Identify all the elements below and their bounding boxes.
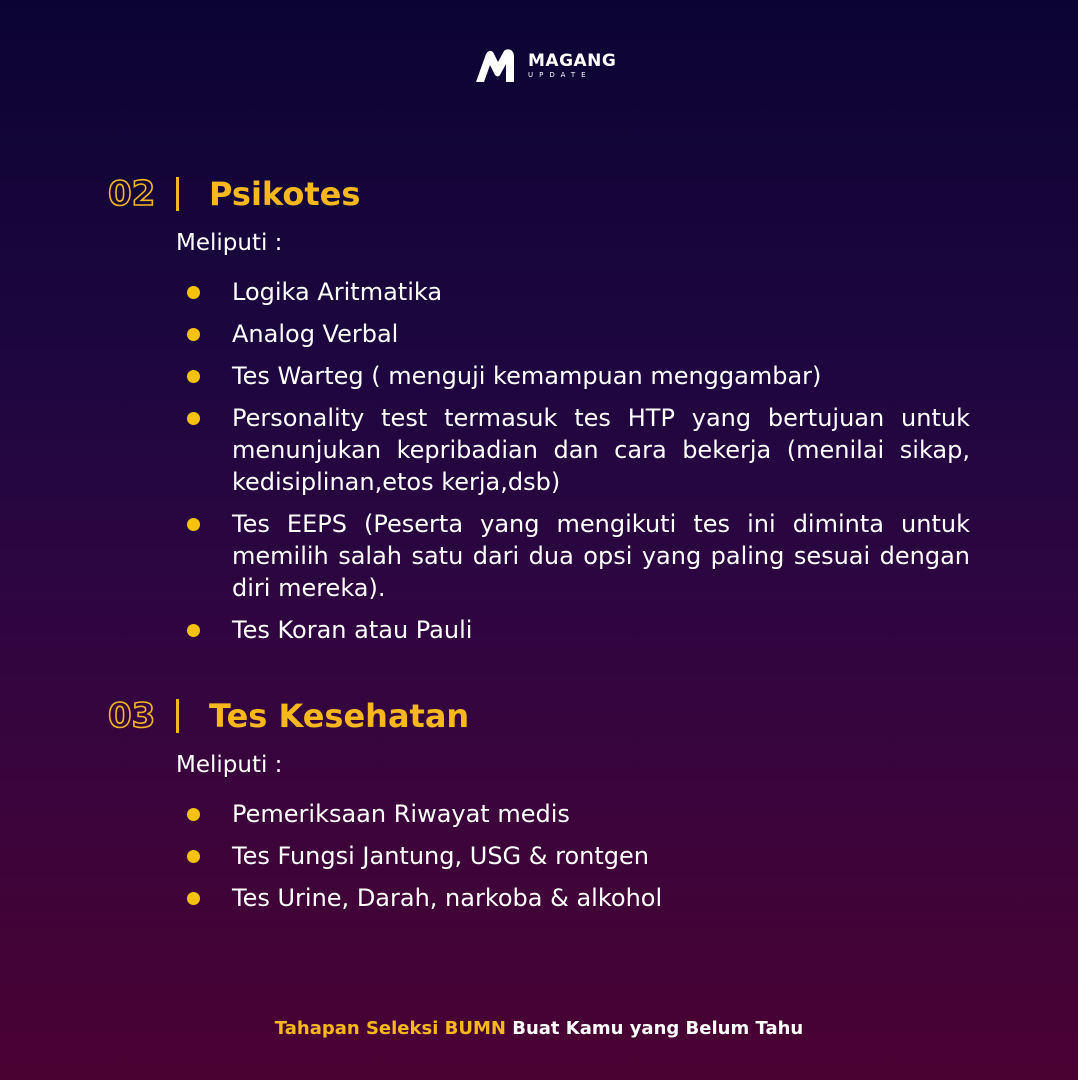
bullet-dot [187,286,200,299]
logo-sub-text: UPDATE [528,71,592,79]
section-header-tes-kesehatan [108,696,469,736]
m-letter-logo-icon [474,48,522,84]
bullet-dot [187,808,200,821]
brand-logo [474,48,616,84]
list-item: Tes Fungsi Jantung, USG & rontgen [184,840,970,872]
section-title: Tes Kesehatan [209,697,470,735]
bullet-dot [187,370,200,383]
psikotes-list [184,276,970,656]
section-header-psikotes [108,174,360,214]
footer-rest: Buat Kamu yang Belum Tahu [505,1018,804,1039]
section-intro: Meliputi : [176,752,283,778]
section-number: 03 [108,696,156,736]
footer-caption [0,1018,1078,1039]
section-divider [176,699,179,733]
section-divider [176,177,179,211]
bullet-dot [187,328,200,341]
list-item: Tes EEPS (Peserta yang mengikuti tes ini diminta untuk memilih salah satu dari dua opsi yang paling sesuai dengan diri mereka). [184,508,970,604]
bullet-dot [187,624,200,637]
list-item: Logika Aritmatika [184,276,970,308]
list-item: Pemeriksaan Riwayat medis [184,798,970,830]
list-item: Tes Urine, Darah, narkoba & alkohol [184,882,970,914]
footer-highlight: Tahapan Seleksi BUMN [274,1018,506,1039]
section-intro: Meliputi : [176,230,283,256]
logo-main-text: MAGANG [528,51,617,71]
list-item: Tes Koran atau Pauli [184,614,970,646]
logo-wordmark [528,53,616,79]
list-item: Analog Verbal [184,318,970,350]
bullet-dot [187,518,200,531]
tes-kesehatan-list [184,798,970,924]
bullet-dot [187,892,200,905]
list-item: Personality test termasuk tes HTP yang bertujuan untuk menunjukan kepribadian dan cara bekerja (menilai sikap, kedisiplinan,etos kerja,dsb) [184,402,970,498]
list-item: Tes Warteg ( menguji kemampuan menggambar) [184,360,970,392]
bullet-dot [187,412,200,425]
section-title: Psikotes [209,175,361,213]
section-number: 02 [108,174,156,214]
bullet-dot [187,850,200,863]
